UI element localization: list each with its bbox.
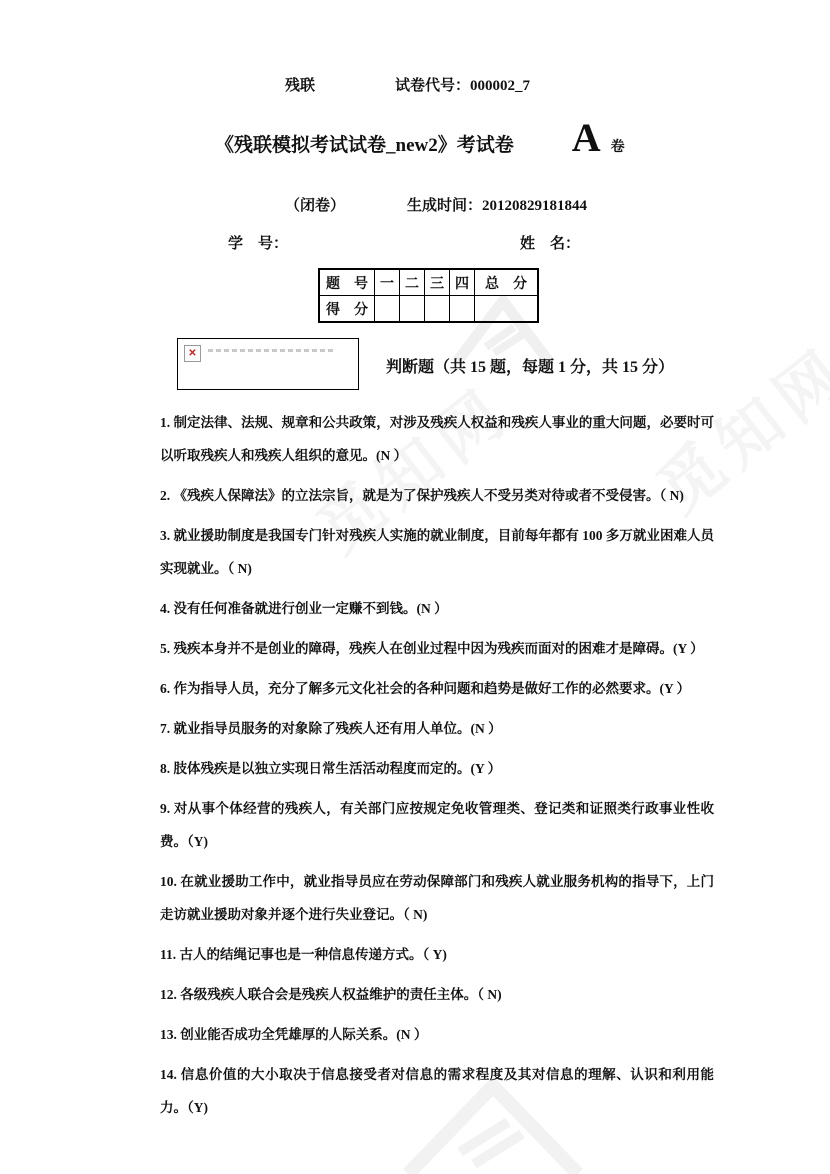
question-item: 4. 没有任何准备就进行创业一定赚不到钱。(N ）: [160, 601, 448, 616]
broken-image-placeholder: [177, 338, 359, 390]
score-row-label: 得 分: [319, 296, 375, 323]
header-row: [285, 74, 530, 95]
student-name-label: 姓 名：: [520, 236, 581, 252]
question-list: [160, 406, 714, 1131]
question-item: 8. 肢体残疾是以独立实现日常生活活动程度而定的。(Y ）: [160, 761, 502, 776]
score-table-header-cell: 三: [425, 269, 450, 296]
score-table-header-cell: 题 号: [319, 269, 375, 296]
score-table-header-cell: 总 分: [475, 269, 539, 296]
section-heading: 判断题（共 15 题，每题 1 分，共 15 分）: [386, 359, 675, 376]
subheader-row: [285, 194, 587, 215]
score-cell-empty: [425, 296, 450, 323]
question-item: 1. 制定法律、法规、规章和公共政策，对涉及残疾人权益和残疾人事业的重大问题，必要时可以听取残疾人和残疾人组织的意见。(N ）: [160, 415, 714, 463]
score-table-header-row: [319, 269, 538, 296]
question-item: 13. 创业能否成功全凭雄厚的人际关系。(N ）: [160, 1027, 428, 1042]
broken-image-icon: ✕: [184, 345, 201, 362]
page-title: 《残联模拟考试试卷_new2》考试卷: [215, 135, 514, 156]
question-item: 3. 就业援助制度是我国专门针对残疾人实施的就业制度，目前每年都有 100 多万就业困难人员实现就业。（ N): [160, 528, 714, 576]
question-item: 14. 信息价值的大小取决于信息接受者对信息的需求程度及其对信息的理解、认识和利用能力。（Y): [160, 1067, 714, 1115]
paper-code: 试卷代号：000002_7: [395, 78, 531, 94]
score-table-score-row: [319, 296, 538, 323]
question-item: 2. 《残疾人保障法》的立法宗旨，就是为了保护残疾人不受另类对待或者不受侵害。（ N): [160, 488, 684, 503]
score-cell-empty: [400, 296, 425, 323]
score-cell-empty: [450, 296, 475, 323]
org-label: 残联: [285, 78, 316, 94]
question-item: 6. 作为指导人员，充分了解多元文化社会的各种问题和趋势是做好工作的必然要求。(Y ）: [160, 681, 691, 696]
question-item: 11. 古人的结绳记事也是一种信息传递方式。（ Y): [160, 947, 447, 962]
variant-suffix: 卷: [610, 140, 625, 155]
student-id-label: 学 号：: [228, 236, 289, 252]
variant-letter: A: [571, 115, 601, 160]
score-table-header-cell: 二: [400, 269, 425, 296]
illegible-caption-line: [208, 349, 333, 352]
score-cell-empty: [375, 296, 400, 323]
question-item: 9. 对从事个体经营的残疾人，有关部门应按规定免收管理类、登记类和证照类行政事业性收费。（Y): [160, 801, 714, 849]
score-cell-empty: [475, 296, 539, 323]
generated-time: 生成时间：20120829181844: [407, 198, 588, 214]
closed-book-label: （闭卷）: [285, 198, 346, 214]
question-item: 7. 就业指导员服务的对象除了残疾人还有用人单位。(N ）: [160, 721, 502, 736]
title-row: [215, 115, 625, 160]
question-item: 5. 残疾本身并不是创业的障碍，残疾人在创业过程中因为残疾而面对的困难才是障碍。(Y ）: [160, 641, 704, 656]
question-item: 10. 在就业援助工作中，就业指导员应在劳动保障部门和残疾人就业服务机构的指导下，上门走访就业援助对象并逐个进行失业登记。（ N): [160, 874, 714, 922]
question-item: 12. 各级残疾人联合会是残疾人权益维护的责任主体。（ N): [160, 987, 502, 1002]
score-table-header-cell: 四: [450, 269, 475, 296]
score-table-header-cell: 一: [375, 269, 400, 296]
score-table: [318, 268, 539, 323]
